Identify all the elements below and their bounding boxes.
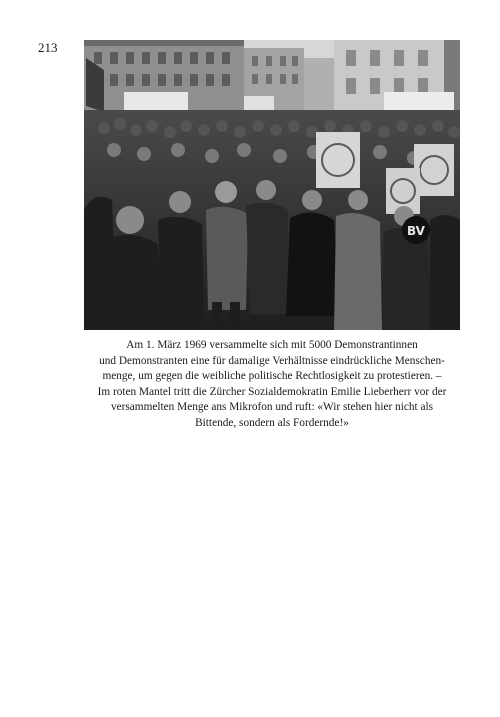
photo-bv-sign-text: BV bbox=[407, 224, 425, 238]
demonstration-photo bbox=[84, 40, 460, 330]
caption-line: versammelten Menge ans Mikrofon und ruft: «Wir stehen hier nicht als bbox=[110, 401, 434, 414]
caption-line: und Demonstranten eine für damalige Verhältnisse eindrückliche Menschen- bbox=[99, 354, 445, 367]
photo-illustration bbox=[84, 40, 460, 330]
caption-line: Am 1. März 1969 versammelte sich mit 5000 Demonstrantinnen bbox=[126, 339, 418, 351]
caption-line: menge, um gegen die weibliche politische Rechtlosigkeit zu protestieren. – bbox=[102, 370, 442, 383]
page-number: 213 bbox=[38, 40, 58, 55]
photo-placard bbox=[316, 132, 360, 188]
photo-caption bbox=[78, 338, 466, 432]
caption-line: Im roten Mantel tritt die Zürcher Sozialdemokratin Emilie Lieberherr vor der bbox=[97, 385, 447, 398]
caption-line: Bittende, sondern als Fordernde!» bbox=[195, 416, 349, 429]
photo-banner bbox=[244, 96, 274, 112]
photo-bv-sign bbox=[402, 216, 430, 244]
